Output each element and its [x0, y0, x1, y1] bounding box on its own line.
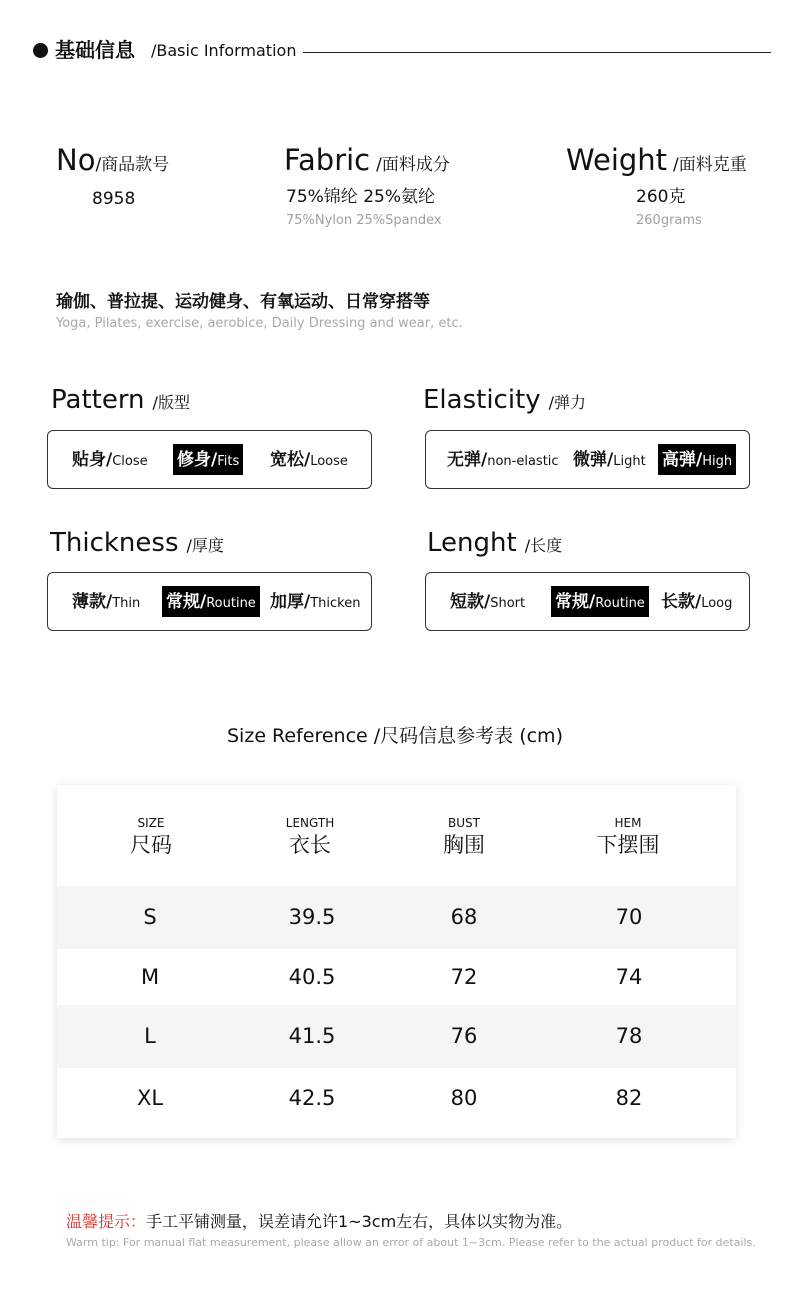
table-row — [57, 1068, 736, 1138]
pattern-options — [47, 430, 372, 489]
header-hem — [578, 785, 678, 886]
header-en: BUST — [448, 816, 480, 830]
cell-length: 41.5 — [288, 1024, 336, 1048]
length-title-en: Lenght — [427, 528, 517, 558]
option-short — [446, 586, 529, 617]
option-label-en: Routine — [206, 596, 256, 611]
option-light — [569, 444, 650, 475]
header-cn: 衣长 — [289, 833, 331, 857]
cell-hem: 78 — [615, 1024, 643, 1048]
header-bust — [414, 785, 514, 886]
option-label-en: Loog — [701, 596, 733, 611]
cell-hem: 74 — [615, 965, 643, 989]
option-label-en: Fits — [217, 454, 240, 469]
option-label-en: Thin — [112, 596, 141, 611]
option-label-en: Short — [490, 596, 526, 611]
warm-tip — [66, 1211, 572, 1233]
warm-tip-label: 温馨提示： — [66, 1212, 147, 1231]
pattern-title-cn: /版型 — [152, 393, 190, 412]
cell-size: M — [140, 965, 160, 989]
header-length — [260, 785, 360, 886]
thickness-title — [50, 526, 224, 560]
cell-length: 40.5 — [288, 965, 336, 989]
cell-bust: 68 — [450, 905, 478, 929]
divider — [303, 52, 771, 53]
attr-fabric-label-cn: /面料成分 — [376, 155, 450, 175]
section-title: 基础信息 — [55, 38, 135, 62]
table-row — [57, 949, 736, 1005]
option-thin — [68, 586, 144, 617]
bullet-icon — [33, 43, 48, 58]
attr-weight-value-en: 260grams — [636, 213, 702, 228]
option-label-en: Loose — [310, 454, 348, 469]
thickness-options — [47, 572, 372, 631]
header-cn: 胸围 — [443, 833, 485, 857]
elasticity-title — [423, 383, 586, 417]
thickness-title-en: Thickness — [50, 528, 179, 558]
length-options — [425, 572, 750, 631]
option-label-cn: 长款/ — [661, 592, 702, 612]
header-en: SIZE — [137, 816, 165, 830]
section-subtitle: /Basic Information — [151, 41, 297, 60]
option-loog — [657, 586, 736, 617]
size-table — [57, 785, 736, 1138]
table-row — [57, 886, 736, 949]
attr-no-value: 8958 — [92, 189, 136, 209]
option-label-en: Light — [613, 454, 646, 469]
cell-hem: 82 — [615, 1086, 643, 1110]
option-routine-selected — [162, 586, 260, 617]
thickness-title-cn: /厚度 — [186, 536, 224, 555]
option-routine-selected — [551, 586, 649, 617]
option-high-selected — [658, 444, 736, 475]
option-label-en: Thicken — [310, 596, 361, 611]
option-label-cn: 常规/ — [555, 592, 596, 612]
option-label-cn: 微弹/ — [573, 450, 614, 470]
header-cn: 尺码 — [130, 833, 172, 857]
size-table-title: Size Reference /尺码信息参考表 (cm) — [227, 725, 563, 747]
option-non-elastic — [443, 444, 563, 475]
cell-length: 42.5 — [288, 1086, 336, 1110]
cell-bust: 76 — [450, 1024, 478, 1048]
usage-en: Yoga, Pilates, exercise, aerobice, Daily Dressing and wear, etc. — [56, 316, 463, 331]
pattern-title — [51, 383, 190, 417]
option-label-cn: 短款/ — [450, 592, 491, 612]
cell-length: 39.5 — [288, 905, 336, 929]
option-label-en: non-elastic — [487, 454, 559, 469]
length-title — [427, 526, 562, 560]
attr-fabric-value: 75%锦纶 25%氨纶 — [286, 187, 435, 207]
attr-no-label-cn: /商品款号 — [95, 155, 170, 175]
attr-weight-label-cn: /面料克重 — [673, 155, 747, 175]
elasticity-title-cn: /弹力 — [548, 393, 587, 412]
attr-weight-label: Weight — [566, 143, 668, 177]
option-label-en: High — [702, 454, 733, 469]
option-label-cn: 宽松/ — [270, 450, 311, 470]
cell-size: S — [143, 905, 157, 929]
option-label-cn: 无弹/ — [447, 450, 488, 470]
warm-tip-en: Warm tip: For manual flat measurement, please allow an error of about 1~3cm. Please refer to the actual product for details. — [66, 1236, 756, 1249]
usage-cn: 瑜伽、普拉提、运动健身、有氧运动、日常穿搭等 — [56, 292, 430, 312]
option-label-cn: 高弹/ — [662, 450, 703, 470]
option-fits-selected — [173, 444, 243, 475]
attr-no-label: No — [56, 143, 96, 177]
option-loose — [266, 444, 352, 475]
attr-fabric — [284, 142, 450, 228]
attr-no — [56, 142, 170, 209]
cell-bust: 80 — [450, 1086, 478, 1110]
option-label-cn: 加厚/ — [270, 592, 311, 612]
section-header — [33, 36, 773, 66]
attr-weight — [566, 142, 747, 228]
cell-size: L — [144, 1024, 156, 1048]
elasticity-options — [425, 430, 750, 489]
header-en: LENGTH — [285, 816, 335, 830]
table-row — [57, 1005, 736, 1068]
option-close — [68, 444, 152, 475]
attr-fabric-label: Fabric — [284, 143, 371, 177]
cell-hem: 70 — [615, 905, 643, 929]
warm-tip-text: 手工平铺测量，误差请允许1~3cm左右，具体以实物为准。 — [146, 1212, 573, 1231]
attr-fabric-value-en: 75%Nylon 25%Spandex — [286, 213, 442, 228]
header-cn: 下摆围 — [596, 833, 660, 857]
option-label-cn: 薄款/ — [72, 592, 113, 612]
attr-weight-value: 260克 — [636, 187, 686, 207]
option-thicken — [266, 586, 364, 617]
option-label-cn: 常规/ — [166, 592, 207, 612]
header-en: HEM — [614, 816, 642, 830]
option-label-en: Routine — [595, 596, 645, 611]
option-label-cn: 修身/ — [177, 450, 218, 470]
header-size — [101, 785, 201, 886]
cell-bust: 72 — [450, 965, 478, 989]
cell-size: XL — [136, 1086, 164, 1110]
pattern-title-en: Pattern — [51, 385, 145, 415]
option-label-en: Close — [112, 454, 148, 469]
length-title-cn: /长度 — [524, 536, 563, 555]
elasticity-title-en: Elasticity — [423, 385, 541, 415]
option-label-cn: 贴身/ — [72, 450, 113, 470]
